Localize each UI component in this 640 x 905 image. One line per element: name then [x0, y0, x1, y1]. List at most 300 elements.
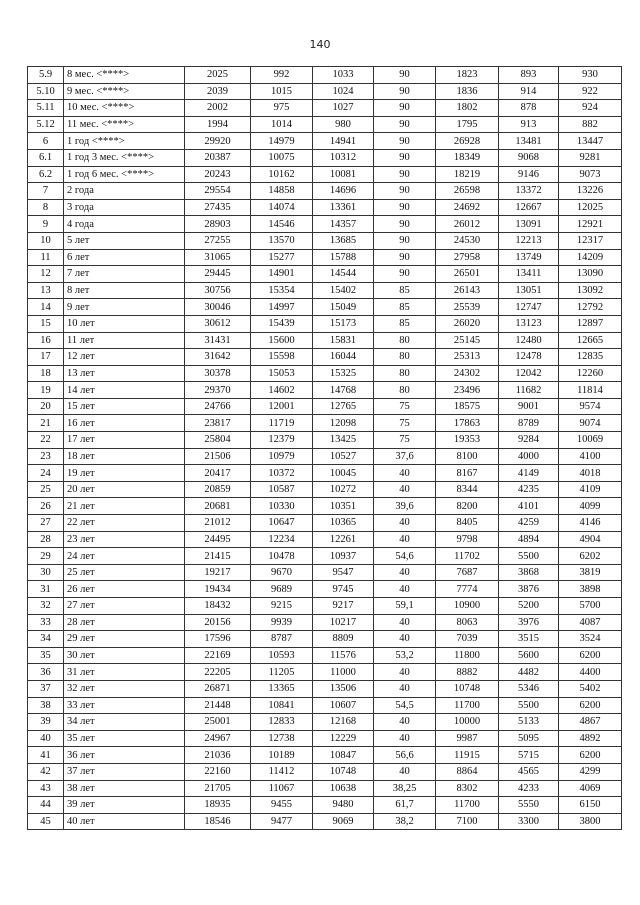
- cell-coverage-percent: 40: [374, 581, 436, 598]
- cell-population-female: 9217: [313, 598, 374, 615]
- cell-covered-male: 5095: [499, 730, 559, 747]
- cell-covered-female: 13092: [559, 282, 622, 299]
- cell-covered-male: 5715: [499, 747, 559, 764]
- cell-age-group: 9 мес. <****>: [64, 83, 185, 100]
- table-row: [28, 166, 622, 183]
- cell-population-female: 14357: [313, 216, 374, 233]
- cell-total-covered: 24302: [436, 365, 499, 382]
- cell-total-covered: 8167: [436, 465, 499, 482]
- cell-total-covered: 10748: [436, 680, 499, 697]
- cell-covered-male: 3976: [499, 614, 559, 631]
- cell-row-number: 30: [28, 564, 64, 581]
- table-row: [28, 67, 622, 84]
- cell-covered-female: 12665: [559, 332, 622, 349]
- table-row: [28, 382, 622, 399]
- cell-age-group: 25 лет: [64, 564, 185, 581]
- cell-covered-female: 6150: [559, 797, 622, 814]
- cell-row-number: 15: [28, 315, 64, 332]
- cell-row-number: 36: [28, 664, 64, 681]
- table-row: [28, 664, 622, 681]
- cell-population-female: 10312: [313, 149, 374, 166]
- cell-total-population: 20156: [185, 614, 251, 631]
- cell-coverage-percent: 38,25: [374, 780, 436, 797]
- cell-covered-female: 10069: [559, 432, 622, 449]
- cell-row-number: 39: [28, 714, 64, 731]
- cell-covered-female: 4867: [559, 714, 622, 731]
- cell-age-group: 27 лет: [64, 598, 185, 615]
- cell-row-number: 26: [28, 498, 64, 515]
- cell-age-group: 7 лет: [64, 266, 185, 283]
- table-row: [28, 249, 622, 266]
- cell-population-male: 12833: [251, 714, 313, 731]
- cell-population-female: 12168: [313, 714, 374, 731]
- cell-total-covered: 11700: [436, 797, 499, 814]
- cell-coverage-percent: 40: [374, 481, 436, 498]
- cell-total-covered: 25539: [436, 299, 499, 316]
- cell-age-group: 22 лет: [64, 515, 185, 532]
- cell-coverage-percent: 40: [374, 763, 436, 780]
- cell-population-female: 12098: [313, 415, 374, 432]
- cell-row-number: 31: [28, 581, 64, 598]
- cell-population-male: 12738: [251, 730, 313, 747]
- cell-population-female: 13425: [313, 432, 374, 449]
- cell-row-number: 40: [28, 730, 64, 747]
- cell-total-covered: 18349: [436, 149, 499, 166]
- table-row: [28, 183, 622, 200]
- statistics-table: [27, 66, 622, 830]
- cell-age-group: 16 лет: [64, 415, 185, 432]
- cell-population-female: 10607: [313, 697, 374, 714]
- cell-population-male: 15277: [251, 249, 313, 266]
- table-row: [28, 432, 622, 449]
- cell-coverage-percent: 61,7: [374, 797, 436, 814]
- cell-population-male: 11067: [251, 780, 313, 797]
- cell-covered-female: 12025: [559, 199, 622, 216]
- cell-row-number: 6: [28, 133, 64, 150]
- cell-coverage-percent: 75: [374, 398, 436, 415]
- cell-coverage-percent: 59,1: [374, 598, 436, 615]
- cell-covered-female: 3800: [559, 813, 622, 830]
- cell-total-covered: 8100: [436, 448, 499, 465]
- table-row: [28, 481, 622, 498]
- cell-covered-male: 5200: [499, 598, 559, 615]
- cell-covered-female: 6200: [559, 747, 622, 764]
- cell-row-number: 10: [28, 232, 64, 249]
- cell-population-female: 14544: [313, 266, 374, 283]
- cell-total-population: 26871: [185, 680, 251, 697]
- table-row: [28, 714, 622, 731]
- cell-total-covered: 10000: [436, 714, 499, 731]
- cell-coverage-percent: 90: [374, 232, 436, 249]
- cell-row-number: 18: [28, 365, 64, 382]
- cell-coverage-percent: 85: [374, 315, 436, 332]
- cell-age-group: 14 лет: [64, 382, 185, 399]
- cell-total-population: 24967: [185, 730, 251, 747]
- cell-age-group: 15 лет: [64, 398, 185, 415]
- cell-total-population: 25804: [185, 432, 251, 449]
- cell-row-number: 44: [28, 797, 64, 814]
- cell-total-population: 30378: [185, 365, 251, 382]
- cell-population-male: 12234: [251, 531, 313, 548]
- cell-total-covered: 26143: [436, 282, 499, 299]
- cell-population-male: 8787: [251, 631, 313, 648]
- cell-total-population: 31642: [185, 349, 251, 366]
- cell-covered-male: 11682: [499, 382, 559, 399]
- cell-population-female: 11576: [313, 647, 374, 664]
- cell-total-covered: 23496: [436, 382, 499, 399]
- cell-population-male: 9455: [251, 797, 313, 814]
- cell-age-group: 11 мес. <****>: [64, 116, 185, 133]
- cell-age-group: 2 года: [64, 183, 185, 200]
- cell-age-group: 26 лет: [64, 581, 185, 598]
- cell-row-number: 32: [28, 598, 64, 615]
- cell-population-male: 15598: [251, 349, 313, 366]
- cell-total-population: 21036: [185, 747, 251, 764]
- cell-age-group: 34 лет: [64, 714, 185, 731]
- cell-row-number: 28: [28, 531, 64, 548]
- cell-age-group: 1 год <****>: [64, 133, 185, 150]
- cell-total-population: 30046: [185, 299, 251, 316]
- cell-population-female: 10217: [313, 614, 374, 631]
- cell-total-population: 20859: [185, 481, 251, 498]
- cell-coverage-percent: 40: [374, 564, 436, 581]
- cell-coverage-percent: 37,6: [374, 448, 436, 465]
- cell-covered-male: 4101: [499, 498, 559, 515]
- cell-covered-female: 4069: [559, 780, 622, 797]
- cell-covered-female: 6202: [559, 548, 622, 565]
- cell-covered-female: 13447: [559, 133, 622, 150]
- cell-population-male: 11412: [251, 763, 313, 780]
- cell-covered-female: 5700: [559, 598, 622, 615]
- cell-row-number: 13: [28, 282, 64, 299]
- cell-covered-female: 3524: [559, 631, 622, 648]
- cell-population-male: 15354: [251, 282, 313, 299]
- cell-covered-male: 13051: [499, 282, 559, 299]
- table-row: [28, 564, 622, 581]
- cell-population-male: 11719: [251, 415, 313, 432]
- cell-population-male: 14979: [251, 133, 313, 150]
- cell-population-female: 1027: [313, 100, 374, 117]
- cell-age-group: 35 лет: [64, 730, 185, 747]
- cell-covered-male: 9146: [499, 166, 559, 183]
- cell-covered-male: 12480: [499, 332, 559, 349]
- cell-total-covered: 1795: [436, 116, 499, 133]
- cell-coverage-percent: 54,5: [374, 697, 436, 714]
- cell-total-population: 29445: [185, 266, 251, 283]
- cell-covered-female: 12317: [559, 232, 622, 249]
- cell-total-covered: 1823: [436, 67, 499, 84]
- cell-population-female: 12229: [313, 730, 374, 747]
- table-row: [28, 315, 622, 332]
- cell-total-population: 2039: [185, 83, 251, 100]
- table-row: [28, 365, 622, 382]
- cell-covered-male: 5550: [499, 797, 559, 814]
- cell-age-group: 1 год 6 мес. <****>: [64, 166, 185, 183]
- cell-covered-male: 12042: [499, 365, 559, 382]
- table-row: [28, 465, 622, 482]
- cell-age-group: 31 лет: [64, 664, 185, 681]
- cell-coverage-percent: 40: [374, 664, 436, 681]
- cell-age-group: 3 года: [64, 199, 185, 216]
- cell-population-female: 9547: [313, 564, 374, 581]
- cell-covered-male: 5500: [499, 548, 559, 565]
- table-row: [28, 282, 622, 299]
- cell-coverage-percent: 80: [374, 349, 436, 366]
- cell-population-male: 9670: [251, 564, 313, 581]
- cell-covered-female: 9074: [559, 415, 622, 432]
- cell-row-number: 17: [28, 349, 64, 366]
- cell-population-male: 9215: [251, 598, 313, 615]
- cell-age-group: 13 лет: [64, 365, 185, 382]
- cell-population-female: 1033: [313, 67, 374, 84]
- cell-population-male: 10330: [251, 498, 313, 515]
- cell-age-group: 17 лет: [64, 432, 185, 449]
- cell-total-population: 30612: [185, 315, 251, 332]
- cell-total-covered: 26928: [436, 133, 499, 150]
- cell-population-male: 9689: [251, 581, 313, 598]
- cell-total-covered: 17863: [436, 415, 499, 432]
- cell-covered-female: 12897: [559, 315, 622, 332]
- cell-coverage-percent: 90: [374, 116, 436, 133]
- cell-age-group: 10 лет: [64, 315, 185, 332]
- cell-age-group: 30 лет: [64, 647, 185, 664]
- cell-covered-female: 12260: [559, 365, 622, 382]
- cell-total-covered: 19353: [436, 432, 499, 449]
- cell-covered-female: 13090: [559, 266, 622, 283]
- cell-coverage-percent: 40: [374, 680, 436, 697]
- cell-population-female: 10937: [313, 548, 374, 565]
- cell-population-male: 11205: [251, 664, 313, 681]
- cell-population-female: 9069: [313, 813, 374, 830]
- cell-age-group: 6 лет: [64, 249, 185, 266]
- cell-age-group: 29 лет: [64, 631, 185, 648]
- table-row: [28, 448, 622, 465]
- cell-covered-male: 5600: [499, 647, 559, 664]
- cell-covered-female: 6200: [559, 647, 622, 664]
- cell-age-group: 23 лет: [64, 531, 185, 548]
- cell-covered-male: 893: [499, 67, 559, 84]
- cell-population-male: 9477: [251, 813, 313, 830]
- cell-population-male: 14602: [251, 382, 313, 399]
- cell-population-male: 14858: [251, 183, 313, 200]
- cell-covered-female: 4099: [559, 498, 622, 515]
- cell-age-group: 8 мес. <****>: [64, 67, 185, 84]
- cell-population-female: 13506: [313, 680, 374, 697]
- cell-row-number: 8: [28, 199, 64, 216]
- cell-coverage-percent: 90: [374, 149, 436, 166]
- cell-population-female: 10638: [313, 780, 374, 797]
- cell-total-population: 21705: [185, 780, 251, 797]
- cell-row-number: 19: [28, 382, 64, 399]
- cell-coverage-percent: 80: [374, 332, 436, 349]
- table-row: [28, 299, 622, 316]
- cell-coverage-percent: 54,6: [374, 548, 436, 565]
- cell-coverage-percent: 40: [374, 465, 436, 482]
- table-row: [28, 598, 622, 615]
- cell-age-group: 32 лет: [64, 680, 185, 697]
- cell-total-population: 17596: [185, 631, 251, 648]
- cell-population-male: 12379: [251, 432, 313, 449]
- cell-total-covered: 8200: [436, 498, 499, 515]
- cell-coverage-percent: 40: [374, 531, 436, 548]
- cell-covered-male: 13123: [499, 315, 559, 332]
- cell-population-male: 10593: [251, 647, 313, 664]
- cell-row-number: 6.1: [28, 149, 64, 166]
- cell-covered-female: 4146: [559, 515, 622, 532]
- table-row: [28, 515, 622, 532]
- cell-population-female: 11000: [313, 664, 374, 681]
- cell-age-group: 8 лет: [64, 282, 185, 299]
- cell-total-covered: 1802: [436, 100, 499, 117]
- cell-covered-male: 878: [499, 100, 559, 117]
- cell-total-population: 19217: [185, 564, 251, 581]
- cell-total-population: 2002: [185, 100, 251, 117]
- cell-total-covered: 26501: [436, 266, 499, 283]
- table-row: [28, 199, 622, 216]
- cell-total-covered: 26012: [436, 216, 499, 233]
- cell-covered-male: 13411: [499, 266, 559, 283]
- cell-total-population: 22169: [185, 647, 251, 664]
- cell-population-female: 16044: [313, 349, 374, 366]
- cell-population-male: 15600: [251, 332, 313, 349]
- cell-row-number: 25: [28, 481, 64, 498]
- cell-covered-female: 4400: [559, 664, 622, 681]
- cell-covered-female: 9073: [559, 166, 622, 183]
- cell-covered-female: 4018: [559, 465, 622, 482]
- cell-total-population: 27255: [185, 232, 251, 249]
- cell-population-female: 8809: [313, 631, 374, 648]
- cell-coverage-percent: 40: [374, 730, 436, 747]
- cell-total-population: 21506: [185, 448, 251, 465]
- table-body: [28, 67, 622, 830]
- cell-population-female: 10272: [313, 481, 374, 498]
- cell-covered-female: 882: [559, 116, 622, 133]
- cell-coverage-percent: 80: [374, 365, 436, 382]
- cell-row-number: 6.2: [28, 166, 64, 183]
- cell-population-female: 1024: [313, 83, 374, 100]
- table-row: [28, 680, 622, 697]
- cell-population-female: 9745: [313, 581, 374, 598]
- cell-total-population: 29370: [185, 382, 251, 399]
- cell-population-male: 14074: [251, 199, 313, 216]
- cell-age-group: 4 года: [64, 216, 185, 233]
- cell-covered-female: 4892: [559, 730, 622, 747]
- cell-total-covered: 8864: [436, 763, 499, 780]
- cell-total-covered: 9987: [436, 730, 499, 747]
- cell-covered-male: 8789: [499, 415, 559, 432]
- cell-age-group: 39 лет: [64, 797, 185, 814]
- cell-coverage-percent: 90: [374, 133, 436, 150]
- cell-total-covered: 27958: [436, 249, 499, 266]
- table-row: [28, 133, 622, 150]
- cell-covered-female: 12792: [559, 299, 622, 316]
- cell-covered-male: 13481: [499, 133, 559, 150]
- table-row: [28, 763, 622, 780]
- cell-age-group: 24 лет: [64, 548, 185, 565]
- cell-total-population: 20417: [185, 465, 251, 482]
- cell-age-group: 11 лет: [64, 332, 185, 349]
- cell-total-population: 24495: [185, 531, 251, 548]
- cell-age-group: 37 лет: [64, 763, 185, 780]
- cell-coverage-percent: 90: [374, 100, 436, 117]
- cell-total-covered: 10900: [436, 598, 499, 615]
- cell-coverage-percent: 40: [374, 515, 436, 532]
- cell-covered-female: 11814: [559, 382, 622, 399]
- cell-total-covered: 8063: [436, 614, 499, 631]
- cell-age-group: 12 лет: [64, 349, 185, 366]
- cell-row-number: 24: [28, 465, 64, 482]
- cell-coverage-percent: 90: [374, 216, 436, 233]
- cell-covered-male: 3868: [499, 564, 559, 581]
- cell-population-female: 14768: [313, 382, 374, 399]
- table-row: [28, 349, 622, 366]
- cell-row-number: 29: [28, 548, 64, 565]
- cell-total-population: 30756: [185, 282, 251, 299]
- cell-age-group: 5 лет: [64, 232, 185, 249]
- cell-coverage-percent: 85: [374, 282, 436, 299]
- cell-coverage-percent: 85: [374, 299, 436, 316]
- cell-covered-male: 12478: [499, 349, 559, 366]
- cell-covered-female: 14209: [559, 249, 622, 266]
- cell-population-male: 10841: [251, 697, 313, 714]
- cell-age-group: 1 год 3 мес. <****>: [64, 149, 185, 166]
- cell-row-number: 33: [28, 614, 64, 631]
- cell-row-number: 11: [28, 249, 64, 266]
- cell-covered-female: 3898: [559, 581, 622, 598]
- cell-covered-male: 3300: [499, 813, 559, 830]
- cell-row-number: 35: [28, 647, 64, 664]
- cell-coverage-percent: 90: [374, 249, 436, 266]
- cell-total-covered: 24692: [436, 199, 499, 216]
- table-row: [28, 100, 622, 117]
- cell-covered-male: 5133: [499, 714, 559, 731]
- table-row: [28, 697, 622, 714]
- cell-total-population: 21448: [185, 697, 251, 714]
- cell-total-population: 1994: [185, 116, 251, 133]
- cell-population-female: 15831: [313, 332, 374, 349]
- cell-total-covered: 9798: [436, 531, 499, 548]
- cell-total-population: 31065: [185, 249, 251, 266]
- cell-population-male: 9939: [251, 614, 313, 631]
- cell-covered-female: 9574: [559, 398, 622, 415]
- table-row: [28, 116, 622, 133]
- table-row: [28, 797, 622, 814]
- cell-total-population: 21012: [185, 515, 251, 532]
- cell-total-covered: 7687: [436, 564, 499, 581]
- cell-population-male: 975: [251, 100, 313, 117]
- cell-row-number: 5.12: [28, 116, 64, 133]
- table-row: [28, 266, 622, 283]
- cell-covered-female: 4904: [559, 531, 622, 548]
- cell-age-group: 10 мес. <****>: [64, 100, 185, 117]
- cell-covered-male: 12667: [499, 199, 559, 216]
- cell-total-covered: 7100: [436, 813, 499, 830]
- cell-population-male: 10587: [251, 481, 313, 498]
- cell-population-female: 10351: [313, 498, 374, 515]
- cell-total-population: 29920: [185, 133, 251, 150]
- cell-row-number: 7: [28, 183, 64, 200]
- cell-row-number: 37: [28, 680, 64, 697]
- cell-covered-male: 13091: [499, 216, 559, 233]
- table-row: [28, 498, 622, 515]
- cell-age-group: 33 лет: [64, 697, 185, 714]
- cell-row-number: 5.9: [28, 67, 64, 84]
- cell-row-number: 21: [28, 415, 64, 432]
- cell-total-population: 19434: [185, 581, 251, 598]
- cell-total-population: 25001: [185, 714, 251, 731]
- cell-total-population: 2025: [185, 67, 251, 84]
- cell-total-population: 29554: [185, 183, 251, 200]
